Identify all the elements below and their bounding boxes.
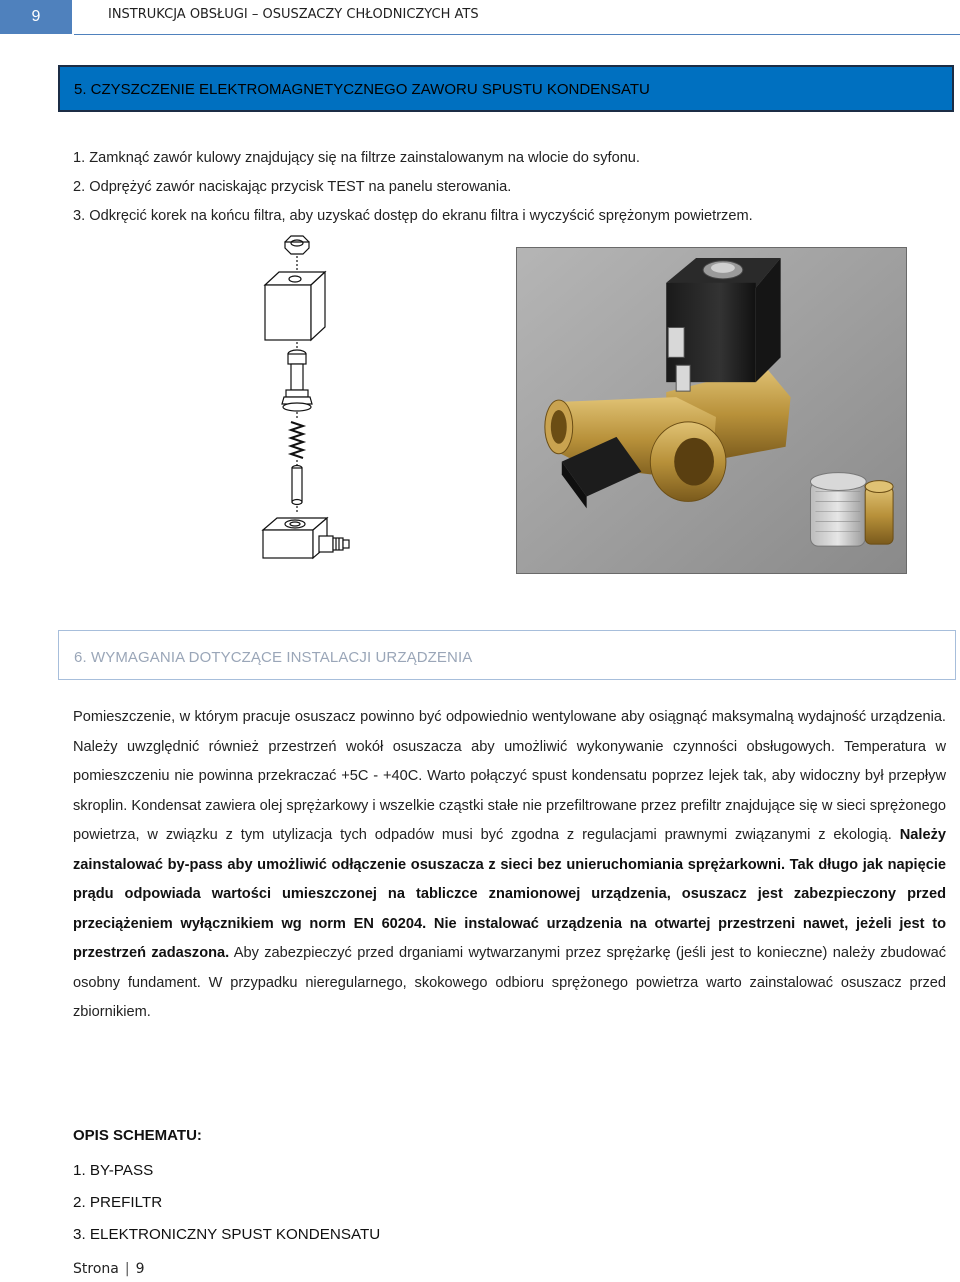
scheme-description-title: OPIS SCHEMATU: bbox=[73, 1127, 202, 1144]
step-item: 3. Odkręcić korek na końcu filtra, aby uzyskać dostęp do ekranu filtra i wyczyścić sprężonym powietrzem. bbox=[73, 208, 753, 224]
footer-label: Strona bbox=[73, 1261, 119, 1277]
footer-page-number: 9 bbox=[135, 1261, 145, 1277]
section-5-title: 5. CZYSZCZENIE ELEKTROMAGNETYCZNEGO ZAWORU SPUSTU KONDENSATU bbox=[74, 81, 650, 98]
page-number-badge: 9 bbox=[0, 0, 72, 34]
page-footer bbox=[73, 1261, 144, 1277]
list-item: 2. PREFILTR bbox=[73, 1194, 163, 1211]
solenoid-valve-photo bbox=[516, 247, 907, 574]
paragraph-text: Pomieszczenie, w którym pracuje osuszacz powinno być odpowiednio wentylowane aby osiągnąć maksymalną wydajność urządzenia. Należy uwzględnić również przestrzeń wokół osuszacza aby umożliwić wykonywanie czynności obsługowych. Temperatura w pomieszczeniu nie powinna przekraczać +5C - +40C. Warto połączyć spust kondensatu poprzez lejek tak, aby widoczny był przepływ skroplin. Kondensat zawiera olej sprężarkowy i wszelkie cząstki stałe nie przefiltrowane przez prefiltr znajdujące się w sieci sprężonego powietrza, w związku z tym utylizacja tych odpadów musi być zgodna z regulacjami prawnymi związanymi z ekologią. bbox=[73, 709, 946, 843]
paragraph-text: Aby zabezpieczyć przed drganiami wytwarzanymi przez sprężarkę (jeśli jest to konieczne) należy zbudować osobny fundament. W przypadku nieregularnego, skokowego odbioru sprężonego powietrza warto zainstalować osuszacz przed zbiornikiem. bbox=[73, 945, 947, 1020]
step-item: 2. Odprężyć zawór naciskając przycisk TEST na panelu sterowania. bbox=[73, 179, 512, 195]
header-divider bbox=[74, 34, 960, 35]
scheme-description-list bbox=[73, 1155, 380, 1251]
section-5-steps bbox=[73, 144, 753, 231]
section-6-heading-bar bbox=[58, 630, 956, 680]
list-item: 3. ELEKTRONICZNY SPUST KONDENSATU bbox=[73, 1226, 381, 1243]
paragraph-bold-text: Należy zainstalować by-pass aby umożliwić odłączenie osuszacza z sieci bez unieruchomiania sprężarkowni. Tak długo jak napięcie prądu odpowiada wartości umieszczonej na tabliczce znamionowej urządzenia, osuszacz jest zabezpieczony przed przeciążeniem wyłącznikiem wg norm EN 60204. Nie instalować urządzenia na otwartej przestrzeni nawet, jeżeli jest to przestrzeń zadaszona. bbox=[73, 827, 946, 961]
header-title: INSTRUKCJA OBSŁUGI – OSUSZACZY CHŁODNICZYCH ATS bbox=[108, 7, 479, 22]
step-item: 1. Zamknąć zawór kulowy znajdujący się na filtrze zainstalowanym na wlocie do syfonu. bbox=[73, 150, 640, 166]
solenoid-valve-exploded-diagram bbox=[255, 230, 355, 575]
footer-separator: | bbox=[124, 1261, 130, 1277]
section-5-heading-bar bbox=[58, 65, 954, 112]
installation-requirements-text bbox=[73, 703, 946, 1028]
section-6-title: 6. WYMAGANIA DOTYCZĄCE INSTALACJI URZĄDZENIA bbox=[74, 649, 473, 666]
list-item: 1. BY-PASS bbox=[73, 1162, 154, 1179]
